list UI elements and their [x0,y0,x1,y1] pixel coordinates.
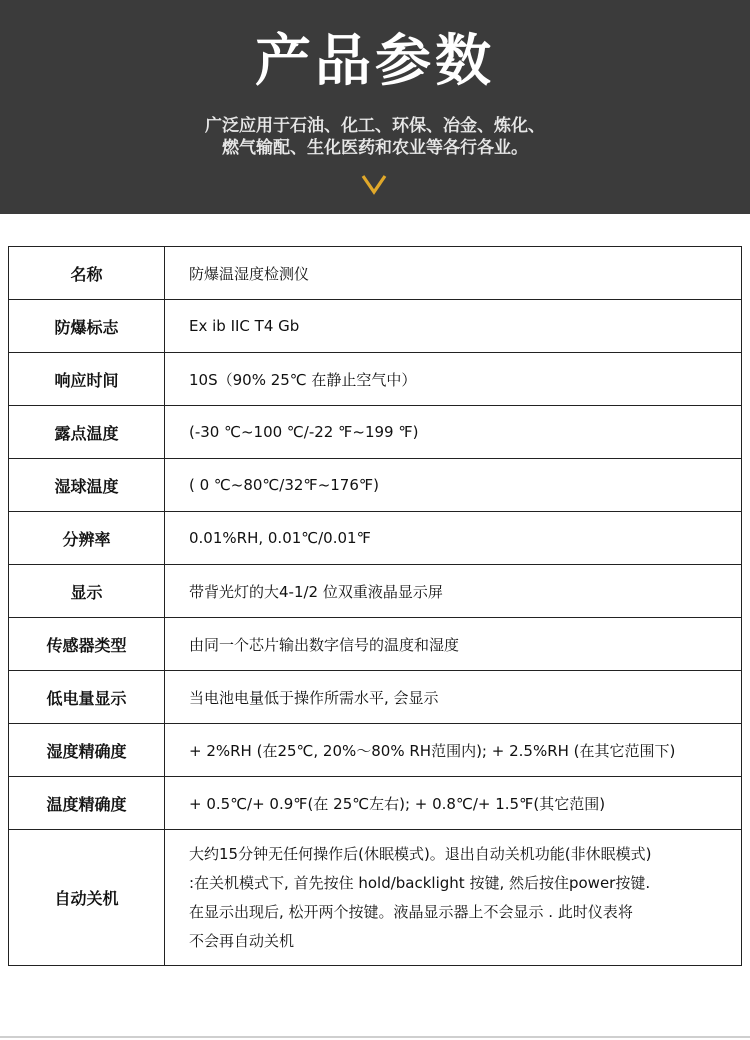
spec-key: 湿球温度 [9,459,165,512]
spec-value: 由同一个芯片输出数字信号的温度和湿度 [165,618,742,671]
spec-key: 自动关机 [9,830,165,966]
spec-value: + 0.5℃/+ 0.9℉(在 25℃左右); + 0.8℃/+ 1.5℉(其它范围) [165,777,742,830]
spec-key: 显示 [9,565,165,618]
table-row [9,777,742,830]
spec-value: 防爆温湿度检测仪 [165,247,742,300]
table-row [9,300,742,353]
spec-value: + 2%RH (在25℃, 20%～80% RH范围内); + 2.5%RH (在其它范围下) [165,724,742,777]
header-banner [0,0,750,214]
spec-key: 响应时间 [9,353,165,406]
chevron-down-icon [360,173,388,195]
table-row [9,247,742,300]
spec-key: 湿度精确度 [9,724,165,777]
spec-key: 传感器类型 [9,618,165,671]
table-row [9,565,742,618]
auto-off-line3: 在显示出现后, 松开两个按键。液晶显示器上不会显示 . 此时仪表将 [189,902,633,921]
banner-subtitle-line2: 燃气输配、生化医药和农业等各行各业。 [222,138,528,158]
spec-value: Ex ib IIC T4 Gb [165,300,742,353]
spec-key: 温度精确度 [9,777,165,830]
spec-key: 露点温度 [9,406,165,459]
table-row [9,724,742,777]
spec-table [8,246,742,966]
table-row [9,406,742,459]
banner-subtitle-line1: 广泛应用于石油、化工、环保、冶金、炼化、 [205,116,545,136]
spec-value: ( 0 ℃~80℃/32℉~176℉) [165,459,742,512]
bottom-divider [0,1036,750,1038]
spec-key: 低电量显示 [9,671,165,724]
table-row [9,353,742,406]
spec-key: 防爆标志 [9,300,165,353]
table-row [9,671,742,724]
spec-value: 0.01%RH, 0.01℃/0.01℉ [165,512,742,565]
spec-value: (-30 ℃~100 ℃/-22 ℉~199 ℉) [165,406,742,459]
auto-off-line1: 大约15分钟无任何操作后(休眠模式)。退出自动关机功能(非休眠模式) [189,844,652,863]
table-row [9,459,742,512]
auto-off-line2: :在关机模式下, 首先按住 hold/backlight 按键, 然后按住power按键. [189,873,651,892]
page-title: 产品参数 [255,29,495,94]
spec-value-multiline [165,830,742,966]
spec-value: 10S（90% 25℃ 在静止空气中） [165,353,742,406]
table-row [9,830,742,966]
table-row [9,512,742,565]
spec-value: 带背光灯的大4-1/2 位双重液晶显示屏 [165,565,742,618]
spec-value: 当电池电量低于操作所需水平, 会显示 [165,671,742,724]
auto-off-line4: 不会再自动关机 [189,931,295,950]
spec-key: 分辨率 [9,512,165,565]
table-row [9,618,742,671]
spec-key: 名称 [9,247,165,300]
